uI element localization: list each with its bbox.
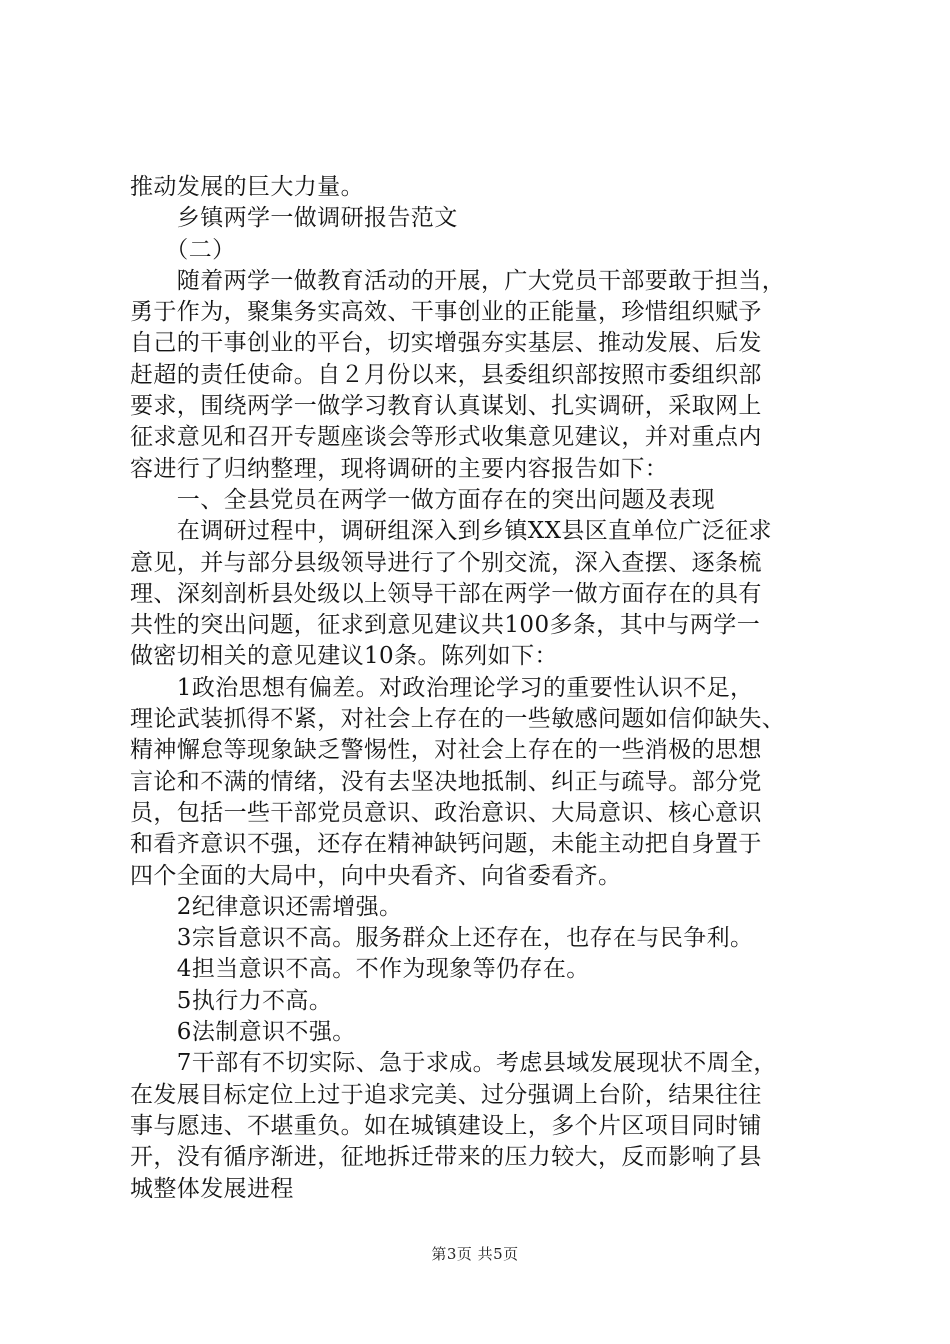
text-line: 在发展目标定位上过于追求完美、过分强调上台阶，结果往往 (130, 1081, 762, 1108)
text-line: 勇于作为，聚集务实高效、干事创业的正能量，珍惜组织赋予 (130, 299, 762, 326)
section-subtitle: （二） (130, 236, 236, 263)
document-body (130, 172, 830, 1205)
list-item: 5执行力不高。 (130, 987, 333, 1014)
text-line: 自己的干事创业的平台，切实增强夯实基层、推动发展、后发 (130, 330, 762, 357)
text-line: 做密切相关的意见建议10条。陈列如下： (130, 643, 558, 670)
text-line: 要求，围绕两学一做学习教育认真谋划、扎实调研，采取网上 (130, 393, 762, 420)
text-line: 在调研过程中，调研组深入到乡镇XX县区直单位广泛征求 (130, 518, 772, 545)
text-line: 推动发展的巨大力量。 (130, 174, 364, 200)
list-item: 2纪律意识还需增强。 (130, 893, 403, 920)
text-line: 容进行了归纳整理，现将调研的主要内容报告如下： (130, 455, 669, 482)
list-item: 1政治思想有偏差。对政治理论学习的重要性认识不足， (130, 674, 754, 701)
list-item: 7干部有不切实际、急于求成。考虑县域发展现状不周全， (130, 1050, 777, 1077)
text-line: 言论和不满的情绪，没有去坚决地抵制、纠正与疏导。部分党 (130, 768, 762, 795)
text-line: 赶超的责任使命。自２月份以来，县委组织部按照市委组织部 (130, 361, 762, 388)
section-title: 乡镇两学一做调研报告范文 (130, 205, 458, 232)
text-line: 共性的突出问题，征求到意见建议共100多条，其中与两学一 (130, 612, 761, 639)
text-line: 开，没有循序渐进，征地拆迁带来的压力较大，反而影响了县 (130, 1144, 762, 1171)
text-line: 和看齐意识不强，还存在精神缺钙问题，未能主动把自身置于 (130, 831, 762, 858)
section-heading: 一、全县党员在两学一做方面存在的突出问题及表现 (130, 486, 715, 513)
text-line: 随着两学一做教育活动的开展，广大党员干部要敢于担当， (130, 267, 786, 294)
list-item: 4担当意识不高。不作为现象等仍存在。 (130, 956, 590, 983)
text-line: 事与愿违、不堪重负。如在城镇建设上，多个片区项目同时铺 (130, 1112, 762, 1139)
text-line: 征求意见和召开专题座谈会等形式收集意见建议，并对重点内 (130, 424, 762, 451)
page-number-footer: 第3页 共5页 (431, 1245, 519, 1263)
list-item: 3宗旨意识不高。服务群众上还存在，也存在与民争利。 (130, 925, 754, 952)
text-line: 精神懈怠等现象缺乏警惕性，对社会上存在的一些消极的思想 (130, 737, 762, 764)
text-line: 员，包括一些干部党员意识、政治意识、大局意识、核心意识 (130, 799, 762, 826)
text-line: 四个全面的大局中，向中央看齐、向省委看齐。 (130, 862, 622, 889)
text-line: 城整体发展进程 (130, 1175, 294, 1202)
list-item: 6法制意识不强。 (130, 1019, 356, 1046)
text-line: 意见，并与部分县级领导进行了个别交流，深入查摆、逐条梳 (130, 549, 762, 576)
text-line: 理、深刻剖析县处级以上领导干部在两学一做方面存在的具有 (130, 580, 762, 607)
text-line: 理论武装抓得不紧，对社会上存在的一些敏感问题如信仰缺失、 (130, 706, 786, 733)
